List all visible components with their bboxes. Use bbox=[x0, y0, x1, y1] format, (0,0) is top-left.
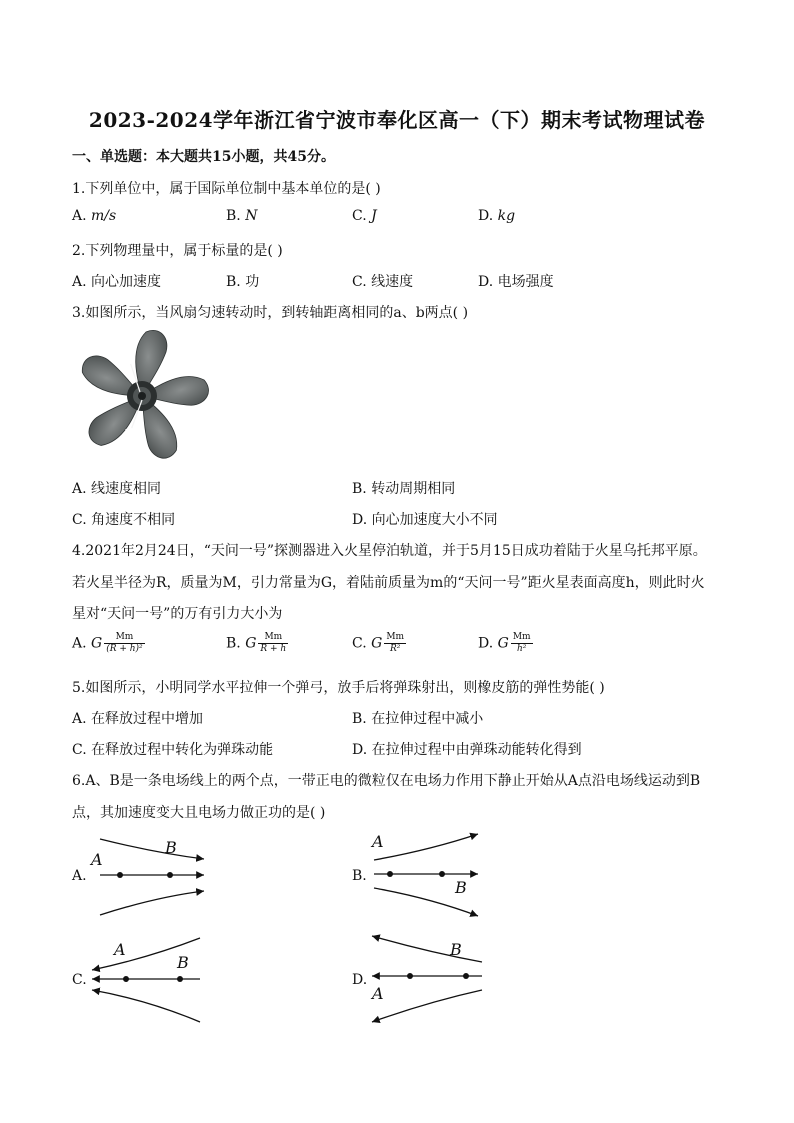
fan-point-a-label: a bbox=[126, 344, 134, 359]
q4-option-a-numerator: Mm bbox=[104, 632, 144, 644]
q4-option-a-denominator: (R + h)² bbox=[106, 644, 143, 654]
q6-c-point-b: B bbox=[177, 953, 189, 972]
q3-option-a[interactable]: A. 线速度相同 bbox=[72, 481, 162, 497]
q6-c-point-a: A bbox=[114, 940, 126, 959]
q4-option-d-denominator: h² bbox=[517, 644, 527, 654]
exam-title: 2023-2024学年浙江省宁波市奉化区高一（下）期末考试物理试卷 bbox=[88, 108, 706, 132]
q2-option-c[interactable]: C. 线速度 bbox=[352, 274, 414, 290]
q1-option-b[interactable] bbox=[226, 208, 257, 224]
q2-option-b[interactable]: B. 功 bbox=[226, 274, 260, 290]
q1-option-d-value: kg bbox=[497, 208, 516, 224]
q3-option-d[interactable]: D. 向心加速度大小不同 bbox=[352, 512, 498, 528]
q6-option-c[interactable]: C. bbox=[72, 972, 87, 988]
q3-option-b[interactable]: B. 转动周期相同 bbox=[352, 481, 456, 497]
q1-option-d-letter: D. bbox=[478, 208, 494, 224]
q4-option-c-letter: C. bbox=[352, 635, 367, 652]
q4-option-b-numerator: Mm bbox=[258, 632, 288, 644]
q1-option-b-value: N bbox=[245, 208, 258, 224]
q3-stem: 3.如图所示，当风扇匀速转动时，到转轴距离相同的a、b两点( ) bbox=[72, 305, 469, 321]
q4-option-c-g: G bbox=[371, 635, 383, 652]
q1-option-d[interactable] bbox=[478, 208, 515, 224]
q2-option-a[interactable]: A. 向心加速度 bbox=[72, 274, 162, 290]
q3-option-c[interactable]: C. 角速度不相同 bbox=[72, 512, 176, 528]
q1-option-b-letter: B. bbox=[226, 208, 241, 224]
q5-stem: 5.如图所示，小明同学水平拉伸一个弹弓，放手后将弹珠射出，则橡皮筋的弹性势能( ) bbox=[72, 680, 605, 696]
q2-stem: 2.下列物理量中，属于标量的是( ) bbox=[72, 243, 283, 259]
q4-option-b-denominator: R + h bbox=[260, 644, 287, 654]
q6-stem-line2: 点，其加速度变大且电场力做正功的是( ) bbox=[72, 805, 326, 821]
q4-stem-line3: 星对“天问一号”的万有引力大小为 bbox=[72, 606, 283, 622]
q4-option-c-fraction bbox=[384, 632, 406, 655]
q6-stem-line1: 6.A、B是一条电场线上的两个点，一带正电的微粒仅在电场力作用下静止开始从A点沿电场线运动到B bbox=[72, 773, 701, 789]
q5-option-d[interactable]: D. 在拉伸过程中由弹珠动能转化得到 bbox=[352, 742, 582, 758]
q6-option-a[interactable]: A. bbox=[72, 868, 87, 884]
q4-option-c[interactable] bbox=[352, 632, 406, 655]
q1-option-c[interactable] bbox=[352, 208, 377, 224]
q4-option-b-letter: B. bbox=[226, 635, 241, 652]
q4-option-a-g: G bbox=[91, 635, 103, 652]
section-heading: 一、单选题：本大题共15小题，共45分。 bbox=[72, 149, 335, 165]
q4-option-b-fraction bbox=[258, 632, 288, 655]
q4-option-a[interactable] bbox=[72, 632, 145, 655]
q6-option-d[interactable]: D. bbox=[352, 972, 368, 988]
q4-option-a-letter: A. bbox=[72, 635, 87, 652]
q6-figure-c bbox=[88, 934, 206, 1026]
fan-illustration bbox=[70, 328, 220, 468]
q6-d-point-a: A bbox=[372, 984, 384, 1003]
q5-option-c[interactable]: C. 在释放过程中转化为弹珠动能 bbox=[72, 742, 274, 758]
fan-point-b-label: b bbox=[124, 428, 133, 443]
q6-d-point-b: B bbox=[450, 940, 462, 959]
q4-option-b[interactable] bbox=[226, 632, 288, 655]
q6-figure-a bbox=[96, 835, 210, 921]
q6-a-point-b: B bbox=[165, 838, 177, 857]
q6-b-point-a: A bbox=[372, 832, 384, 851]
q1-option-a-value: m/s bbox=[91, 208, 117, 224]
q1-option-c-letter: C. bbox=[352, 208, 367, 224]
q1-stem: 1.下列单位中，属于国际单位制中基本单位的是( ) bbox=[72, 181, 381, 197]
q4-stem-line2: 若火星半径为R，质量为M，引力常量为G，着陆前质量为m的“天问一号”距火星表面高度h，则此时火 bbox=[72, 575, 705, 591]
q4-option-d-fraction bbox=[511, 632, 533, 655]
q4-option-b-g: G bbox=[245, 635, 257, 652]
q2-option-d[interactable]: D. 电场强度 bbox=[478, 274, 554, 290]
q1-option-a[interactable] bbox=[72, 208, 116, 224]
q4-option-c-denominator: R² bbox=[389, 644, 401, 654]
q5-option-b[interactable]: B. 在拉伸过程中减小 bbox=[352, 711, 484, 727]
q5-option-a[interactable]: A. 在释放过程中增加 bbox=[72, 711, 204, 727]
q4-option-a-fraction bbox=[104, 632, 144, 655]
q4-option-d-letter: D. bbox=[478, 635, 494, 652]
q1-option-c-value: J bbox=[371, 208, 377, 224]
q4-option-d-numerator: Mm bbox=[512, 632, 531, 642]
q6-option-b[interactable]: B. bbox=[352, 868, 367, 884]
q6-a-point-a: A bbox=[91, 850, 103, 869]
fan-figure bbox=[70, 328, 220, 468]
q6-figure-b bbox=[370, 832, 484, 922]
q6-figure-d bbox=[368, 932, 486, 1026]
q4-option-d[interactable] bbox=[478, 632, 533, 655]
q1-option-a-letter: A. bbox=[72, 208, 87, 224]
q4-stem-line1: 4.2021年2月24日，“天问一号”探测器进入火星停泊轨道，并于5月15日成功着陆于火星乌托邦平原。 bbox=[72, 543, 707, 559]
q6-b-point-b: B bbox=[455, 878, 467, 897]
q4-option-c-numerator: Mm bbox=[386, 632, 405, 642]
q4-option-d-g: G bbox=[497, 635, 509, 652]
